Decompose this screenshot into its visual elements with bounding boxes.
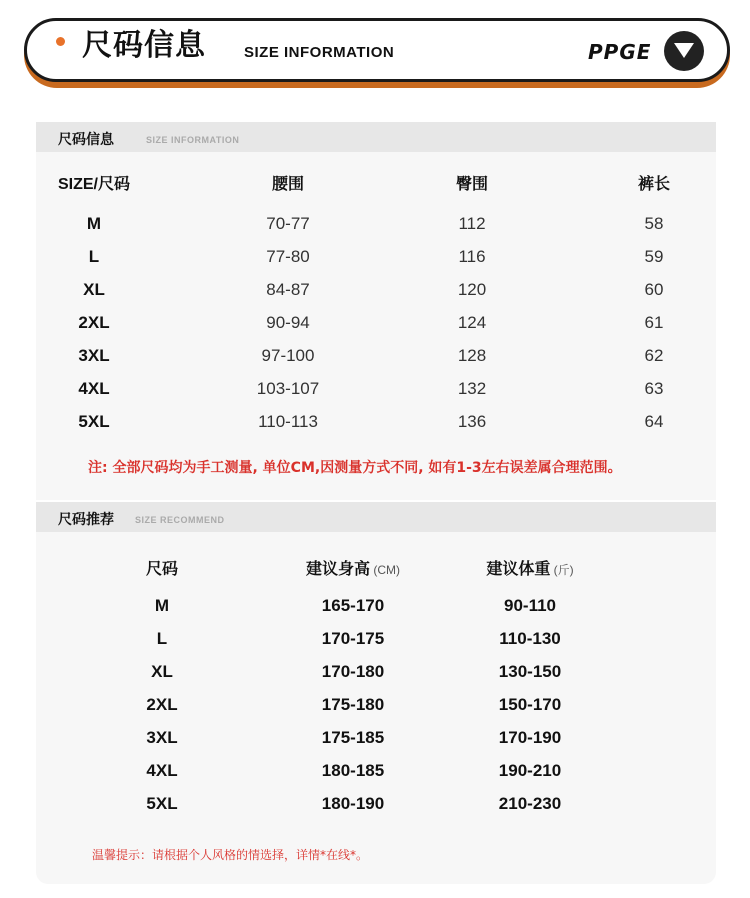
table-cell: 128 [457, 346, 487, 365]
table-cell: 136 [457, 412, 487, 431]
table-cell: 180-185 [321, 761, 385, 780]
table-cell: 5XL [78, 412, 110, 431]
height-col-header: 建议身高 (CM) [305, 561, 401, 578]
table-cell: M [86, 214, 102, 233]
table-cell: 120 [457, 280, 487, 299]
table-cell: L [88, 247, 100, 266]
measurement-note: 注: 全部尺码均为手工测量, 单位CM,因测量方式不同, 如有1-3左右误差属合理范围。 [88, 460, 622, 476]
table-cell: 63 [644, 379, 664, 398]
table-cell: 110-113 [258, 412, 318, 431]
length-col-header: 裤长 [637, 176, 671, 193]
table-cell: 2XL [146, 695, 178, 714]
section-title: 尺码信息 [58, 132, 114, 148]
table-cell: 190-210 [498, 761, 562, 780]
table-cell: XL [83, 280, 105, 299]
table-cell: 175-180 [321, 695, 385, 714]
section-subtitle: SIZE RECOMMEND [135, 515, 225, 525]
table-cell: 90-94 [266, 313, 310, 332]
table-cell: 61 [644, 313, 664, 332]
table-cell: 58 [644, 214, 664, 233]
table-cell: M [154, 596, 170, 615]
table-cell: 165-170 [321, 596, 385, 615]
table-cell: 62 [644, 346, 664, 365]
table-cell: 97-100 [261, 346, 315, 365]
table-cell: 170-190 [498, 728, 562, 747]
bullet-dot-icon [56, 37, 65, 46]
table-cell: 4XL [146, 761, 178, 780]
table-cell: 175-185 [321, 728, 385, 747]
table-cell: XL [151, 662, 173, 681]
size-recommend-panel [36, 502, 716, 884]
page-title: 尺码信息 [82, 28, 206, 63]
weight-col-header: 建议体重 (斤) [486, 561, 574, 578]
waist-col-header: 腰围 [271, 176, 305, 193]
table-cell: 210-230 [498, 794, 562, 813]
table-cell: L [156, 629, 168, 648]
page-subtitle: SIZE INFORMATION [244, 44, 395, 61]
table-cell: 3XL [146, 728, 178, 747]
unit-label: (斤) [550, 563, 574, 577]
table-cell: 103-107 [256, 379, 320, 398]
hip-col-header: 臀围 [455, 176, 489, 193]
chevron-down-button[interactable] [664, 31, 704, 71]
table-cell: 90-110 [504, 596, 556, 615]
table-cell: 110-130 [499, 629, 561, 648]
table-cell: 150-170 [498, 695, 562, 714]
table-cell: 116 [458, 247, 486, 266]
table-cell: 2XL [78, 313, 110, 332]
brand-logo: PPGE [588, 40, 652, 64]
section-bar-size-recommend [36, 502, 716, 532]
table-cell: 64 [644, 412, 664, 431]
table-cell: 70-77 [266, 214, 310, 233]
table-cell: 4XL [78, 379, 110, 398]
size-col-header: SIZE/尺码 [57, 176, 131, 193]
section-title: 尺码推荐 [58, 512, 114, 528]
table-cell: 60 [644, 280, 664, 299]
table-cell: 132 [457, 379, 487, 398]
table-cell: 112 [458, 214, 486, 233]
table-cell: 124 [457, 313, 487, 332]
size-col-header: 尺码 [145, 561, 179, 578]
warm-tip: 温馨提示：请根据个人风格的情选择，详情*在线*。 [92, 848, 369, 862]
table-cell: 84-87 [266, 280, 310, 299]
table-cell: 170-175 [321, 629, 385, 648]
section-subtitle: SIZE INFORMATION [146, 135, 240, 145]
unit-label: (CM) [370, 563, 401, 577]
table-cell: 59 [644, 247, 664, 266]
chevron-down-icon [674, 43, 694, 59]
table-cell: 77-80 [266, 247, 310, 266]
table-cell: 130-150 [498, 662, 562, 681]
table-cell: 5XL [146, 794, 178, 813]
table-cell: 170-180 [321, 662, 385, 681]
table-cell: 180-190 [321, 794, 385, 813]
size-info-panel [36, 122, 716, 500]
section-bar-size-info [36, 122, 716, 152]
table-cell: 3XL [78, 346, 110, 365]
